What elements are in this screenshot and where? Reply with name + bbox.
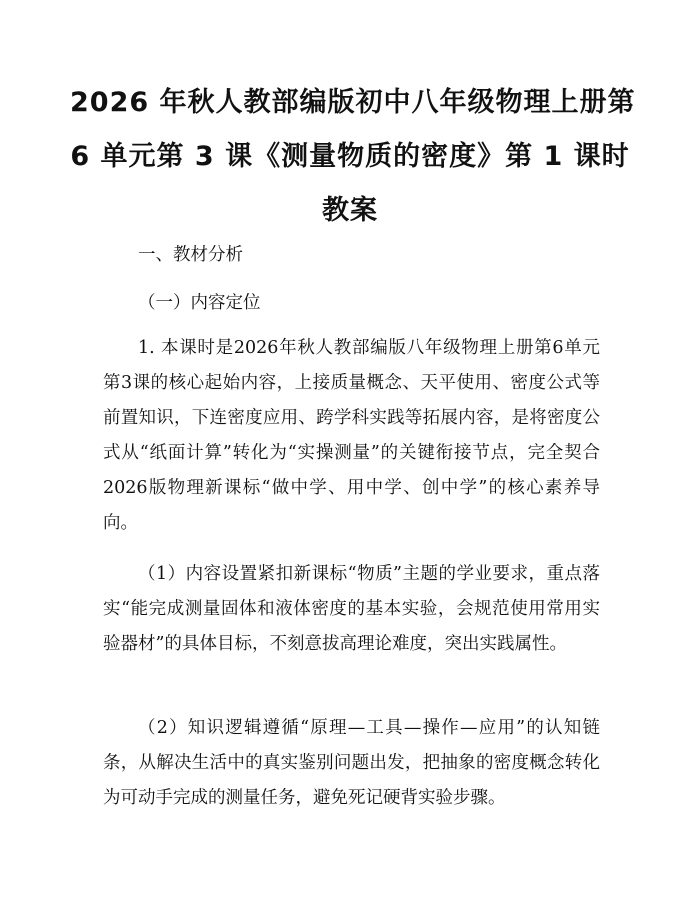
title-line-3: 教案: [322, 195, 378, 226]
paragraph-3: （2）知识逻辑遵循“原理—工具—操作—应用”的认知链条，从解决生活中的真实鉴别问题出发，把抽象的密度概念转化为可动手完成的测量任务，避免死记硬背实验步骤。: [103, 718, 600, 808]
paragraph-2: （1）内容设置紧扣新课标“物质”主题的学业要求，重点落实“能完成测量固体和液体密度的基本实验，会规范使用常用实验器材”的具体目标，不刻意拔高理论难度，突出实践属性。: [103, 564, 600, 654]
paragraph-1: 1. 本课时是2026年秋人教部编版八年级物理上册第6单元第3课的核心起始内容，上接质量概念、天平使用、密度公式等前置知识，下连密度应用、跨学科实践等拓展内容，是将密度公式从“纸面计算”转化为“实操测量”的关键衔接节点，完全契合2026版物理新课标“做中学、用中学、创中学”的核心素养导向。: [103, 338, 600, 533]
title-line-2: 6 单元第 3 课《测量物质的密度》第 1 课时: [70, 141, 630, 172]
title-line-1: 2026 年秋人教部编版初中八年级物理上册第: [70, 87, 636, 118]
section-heading: 一、教材分析: [138, 245, 243, 265]
subsection-heading: （一）内容定位: [138, 293, 261, 313]
document-title: [70, 76, 636, 238]
